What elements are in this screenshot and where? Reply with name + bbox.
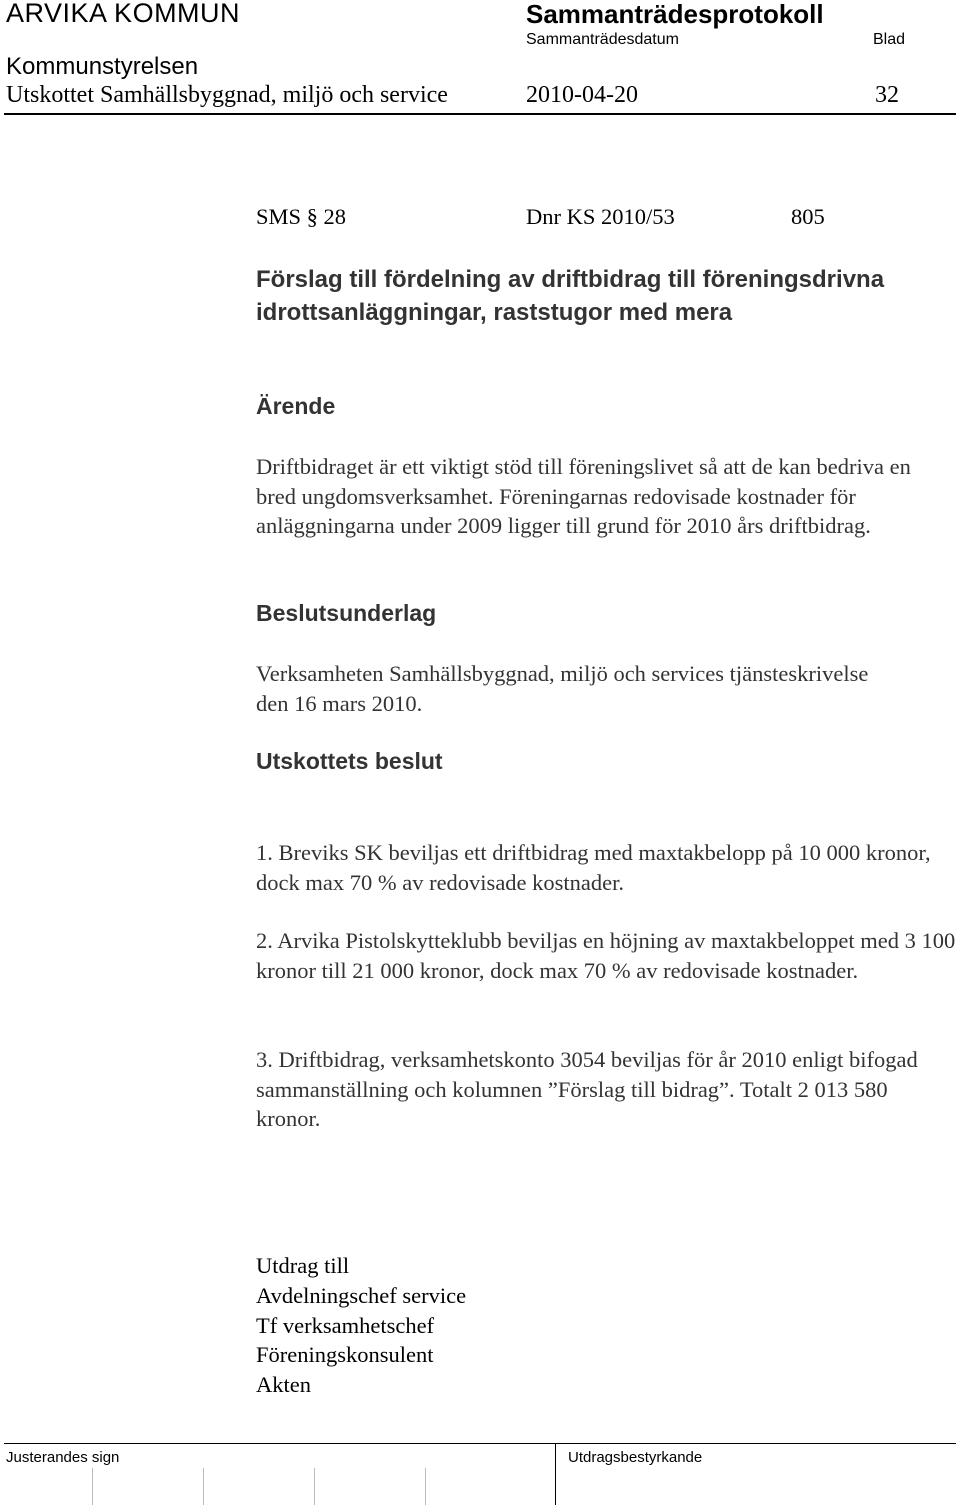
decision-item: 3. Driftbidrag, verksamhetskonto 3054 beviljas för år 2010 enligt bifogad sammanställning och kolumnen ”Förslag till bidrag”. Totalt 2 013 580 kronor.	[256, 1047, 918, 1131]
decision-item: 2. Arvika Pistolskytteklubb beviljas en höjning av maxtakbeloppet med 3 100 kronor till 21 000 kronor, dock max 70 % av redovisade kostnader.	[256, 928, 956, 983]
beslutsunderlag-text: Verksamheten Samhällsbyggnad, miljö och services tjänsteskrivelse den 16 mars 2010.	[256, 661, 869, 716]
header-divider	[4, 113, 956, 115]
signature-box-divider	[203, 1468, 204, 1505]
sheet-label: Blad	[873, 31, 906, 48]
sheet-number: 32	[875, 82, 899, 108]
extract-recipient: Tf verksamhetschef	[256, 1312, 435, 1338]
board-name: Kommunstyrelsen	[6, 53, 199, 80]
section-heading-utskottets-beslut: Utskottets beslut	[256, 748, 443, 774]
extract-heading: Utdrag till	[256, 1253, 350, 1278]
footer-column-divider	[555, 1443, 556, 1505]
committee-name: Utskottet Samhällsbyggnad, miljö och service	[6, 82, 448, 108]
signature-label: Justerandes sign	[6, 1449, 120, 1466]
certification-label: Utdragsbestyrkande	[568, 1449, 703, 1466]
extract-recipient: Akten	[256, 1372, 311, 1398]
extract-recipient: Avdelningschef service	[256, 1282, 467, 1308]
case-registration-number: Dnr KS 2010/53	[526, 204, 675, 229]
case-paragraph-id: SMS § 28	[256, 204, 347, 229]
arende-text: Driftbidraget är ett viktigt stöd till föreningslivet så att de kan bedriva en bred ungdomsverksamhet. Föreningarnas redovisade kostnader för anläggningarna under 2009 ligger till grund för 2010 års driftbidrag.	[256, 454, 911, 538]
signature-box-divider	[92, 1468, 93, 1505]
case-code: 805	[791, 204, 825, 229]
organization-logo: ARVIKA KOMMUN	[6, 0, 241, 28]
case-title: Förslag till fördelning av driftbidrag till föreningsdrivna idrottsanläggningar, raststugor med mera	[256, 266, 885, 326]
meeting-date-label: Sammanträdesdatum	[526, 31, 679, 48]
footer-divider	[4, 1443, 956, 1444]
extract-recipient: Föreningskonsulent	[256, 1342, 434, 1368]
decision-item: 1. Breviks SK beviljas ett driftbidrag med maxtakbelopp på 10 000 kronor, dock max 70 % av redovisade kostnader.	[256, 840, 931, 895]
section-heading-arende: Ärende	[256, 393, 336, 419]
signature-box-divider	[425, 1468, 426, 1505]
signature-box-divider	[314, 1468, 315, 1505]
extract-distribution-list	[256, 1251, 466, 1400]
document-type-title: Sammanträdesprotokoll	[526, 0, 824, 29]
meeting-date: 2010-04-20	[526, 82, 638, 108]
section-heading-beslutsunderlag: Beslutsunderlag	[256, 600, 437, 626]
